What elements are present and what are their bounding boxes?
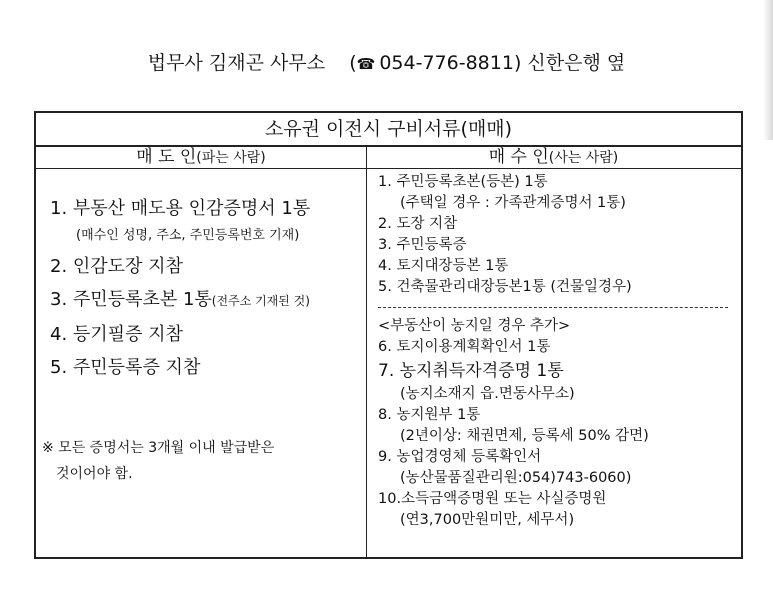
buyer-item-9-note: (농산물품질관리원:054)743-6060) — [400, 470, 632, 486]
buyer-item-4: 4. 토지대장등본 1통 — [378, 258, 509, 274]
buyer-header-label: 매 수 인 — [488, 147, 549, 167]
buyer-item-8: 8. 농지원부 1통 — [378, 407, 481, 423]
validity-note-line-1: ※ 모든 증명서는 3개월 이내 발급받은 — [42, 440, 275, 456]
validity-note-line-2: 것이어야 함. — [56, 466, 133, 482]
buyer-item-2: 2. 도장 지참 — [378, 216, 458, 232]
validity-note — [42, 435, 364, 487]
seller-item-2: 2. 인감도장 지참 — [50, 256, 183, 277]
seller-item-5: 5. 주민등록증 지참 — [50, 357, 201, 378]
seller-item-3: 3. 주민등록초본 1통 — [50, 289, 212, 310]
buyer-item-7: 7. 농지취득자격증명 1통 — [378, 361, 564, 381]
seller-item-4: 4. 등기필증 지참 — [50, 324, 183, 345]
scroll-edge — [763, 0, 773, 140]
office-header: 법무사 김재곤 사무소 (☎ 054-776-8811) 신한은행 옆 — [147, 52, 626, 74]
seller-item-1-note: (매수인 성명, 주소, 주민등록번호 기재) — [76, 228, 300, 243]
buyer-item-1: 1. 주민등록초본(등본) 1통 — [378, 174, 548, 190]
seller-header-sub: (파는 사람) — [196, 150, 266, 166]
buyer-item-10-note: (연3,700만원미만, 세무서) — [400, 512, 575, 528]
documents-table — [34, 111, 743, 559]
buyer-column-header — [366, 145, 741, 169]
buyer-item-8-note: (2년이상: 채권면제, 등록세 50% 감면) — [400, 428, 649, 444]
seller-item-3-row — [50, 288, 360, 313]
buyer-item-7-note: (농지소재지 읍.면동사무소) — [400, 386, 575, 402]
office-location: 신한은행 옆 — [527, 52, 626, 74]
buyer-item-3: 3. 주민등록증 — [378, 237, 467, 253]
buyer-item-1-note: (주택일 경우 : 가족관계증명서 1통) — [400, 195, 626, 211]
seller-item-1: 1. 부동산 매도용 인감증명서 1통 — [50, 198, 311, 219]
buyer-item-10: 10.소득금액증명원 또는 사실증명원 — [378, 491, 607, 507]
buyer-header-sub: (사는 사람) — [548, 150, 619, 166]
buyer-item-5: 5. 건축물관리대장등본1통 (건물일경우) — [378, 279, 632, 295]
buyer-list — [378, 172, 738, 531]
column-divider — [366, 145, 367, 557]
office-name: 법무사 김재곤 사무소 — [147, 52, 326, 74]
table-title: 소유권 이전시 구비서류(매매) — [36, 113, 741, 147]
phone-number: 054-776-8811 — [379, 52, 514, 74]
buyer-item-9: 9. 농업경영체 등록확인서 — [378, 449, 542, 465]
buyer-item-6: 6. 토지이용계획확인서 1통 — [378, 339, 551, 355]
seller-item-3-note: (전주소 기재된 것) — [211, 294, 310, 308]
farmland-header: <부동산이 농지일 경우 추가> — [378, 318, 571, 334]
phone-icon: ☎ — [356, 55, 376, 73]
seller-list — [50, 197, 360, 389]
dashed-divider — [378, 307, 728, 308]
seller-header-label: 매 도 인 — [136, 147, 197, 167]
seller-column-header — [36, 145, 366, 169]
